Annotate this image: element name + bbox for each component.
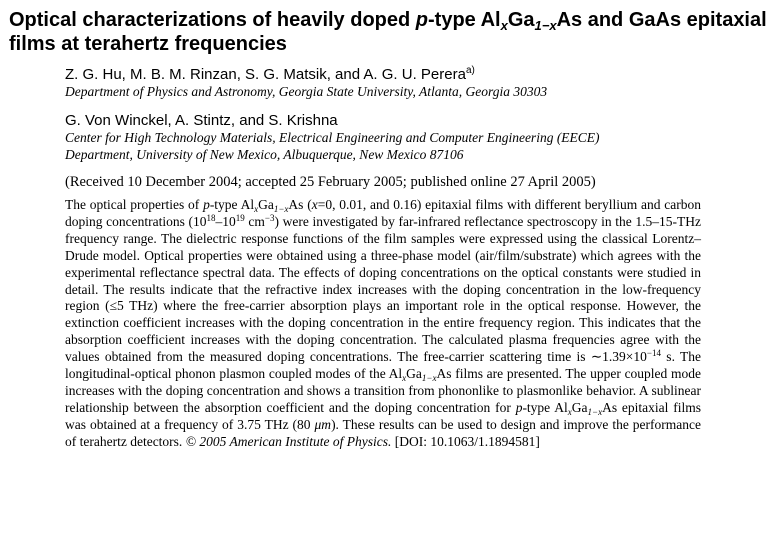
author-group-2	[65, 112, 765, 163]
author-list-1: Z. G. Hu, M. B. M. Rinzan, S. G. Matsik, and A. G. U. Perera$^{a)}$	[65, 65, 475, 83]
copyright-notice: © 2005 American Institute of Physics.	[185, 433, 392, 449]
affiliation-2-line-1: Center for High Technology Materials, Electrical Engineering and Computer Engineering (EECE)	[65, 130, 600, 145]
author-list-2: G. Von Winckel, A. Stintz, and S. Krishna	[65, 112, 338, 129]
abstract: The optical properties of p-type $Al_xGa_{1-x}As$ (x=0, 0.01, and 0.16) epitaxial films with different beryllium and carbon doping concentrations ($10^{18}-10^{19}$ $cm^{-3}$) were investigated by far-infrared reflectance spectroscopy in the 1.5–15-THz frequency range. The dielectric response functions of the film samples were expressed using the classical Lorentz–Drude model. Optical properties were obtained using a three-phase model (air/film/substrate) which agrees with the experimental reflectance spectral data. The effects of doping concentrations on the optical constants were studied in detail. The results indicate that the refractive index increases with the doping concentration in the low-frequency region (≤5 THz) where the free-carrier absorption plays an important role in the optical response. However, the extinction coefficient increases with the doping concentration in the entire frequency region. This indicates that the absorption coefficient increases with the doping concentration. The calculated plasma frequencies agree with the values obtained from the measured doping concentrations. The free-carrier scattering time is $\sim 1.39\times 10^{-14}$ s. The longitudinal-optical phonon plasmon coupled modes of the $Al_xGa_{1-x}As$ films are presented. The upper coupled mode increases with the doping concentration and shows a transition from phononlike to plasmonlike behavior. A sublinear relationship between the absorption coefficient and the doping concentration for p-type $Al_xGa_{1-x}As$ epitaxial films was obtained at a frequency of 3.75 THz (80 μm). These results can be used to design and improve the performance of terahertz detectors. © 2005 American Institute of Physics. [DOI: 10.1063/1.1894581]	[65, 197, 702, 449]
doi: [DOI: 10.1063/1.1894581]	[391, 433, 540, 449]
footnote-marker: a)	[465, 65, 475, 76]
received-dates: (Received 10 December 2004; accepted 25 February 2005; published online 27 April 2005)	[65, 174, 596, 190]
affiliation-2-line-2: Department, University of New Mexico, Albuquerque, New Mexico 87106	[65, 147, 464, 162]
author-group-1	[65, 66, 765, 100]
affiliation-1: Department of Physics and Astronomy, Georgia State University, Atlanta, Georgia 30303	[65, 84, 548, 99]
paper-title: Optical characterizations of heavily doped p-type $Al_xGa_{1-x}As$ and GaAs epitaxial films at terahertz frequencies	[9, 9, 767, 55]
